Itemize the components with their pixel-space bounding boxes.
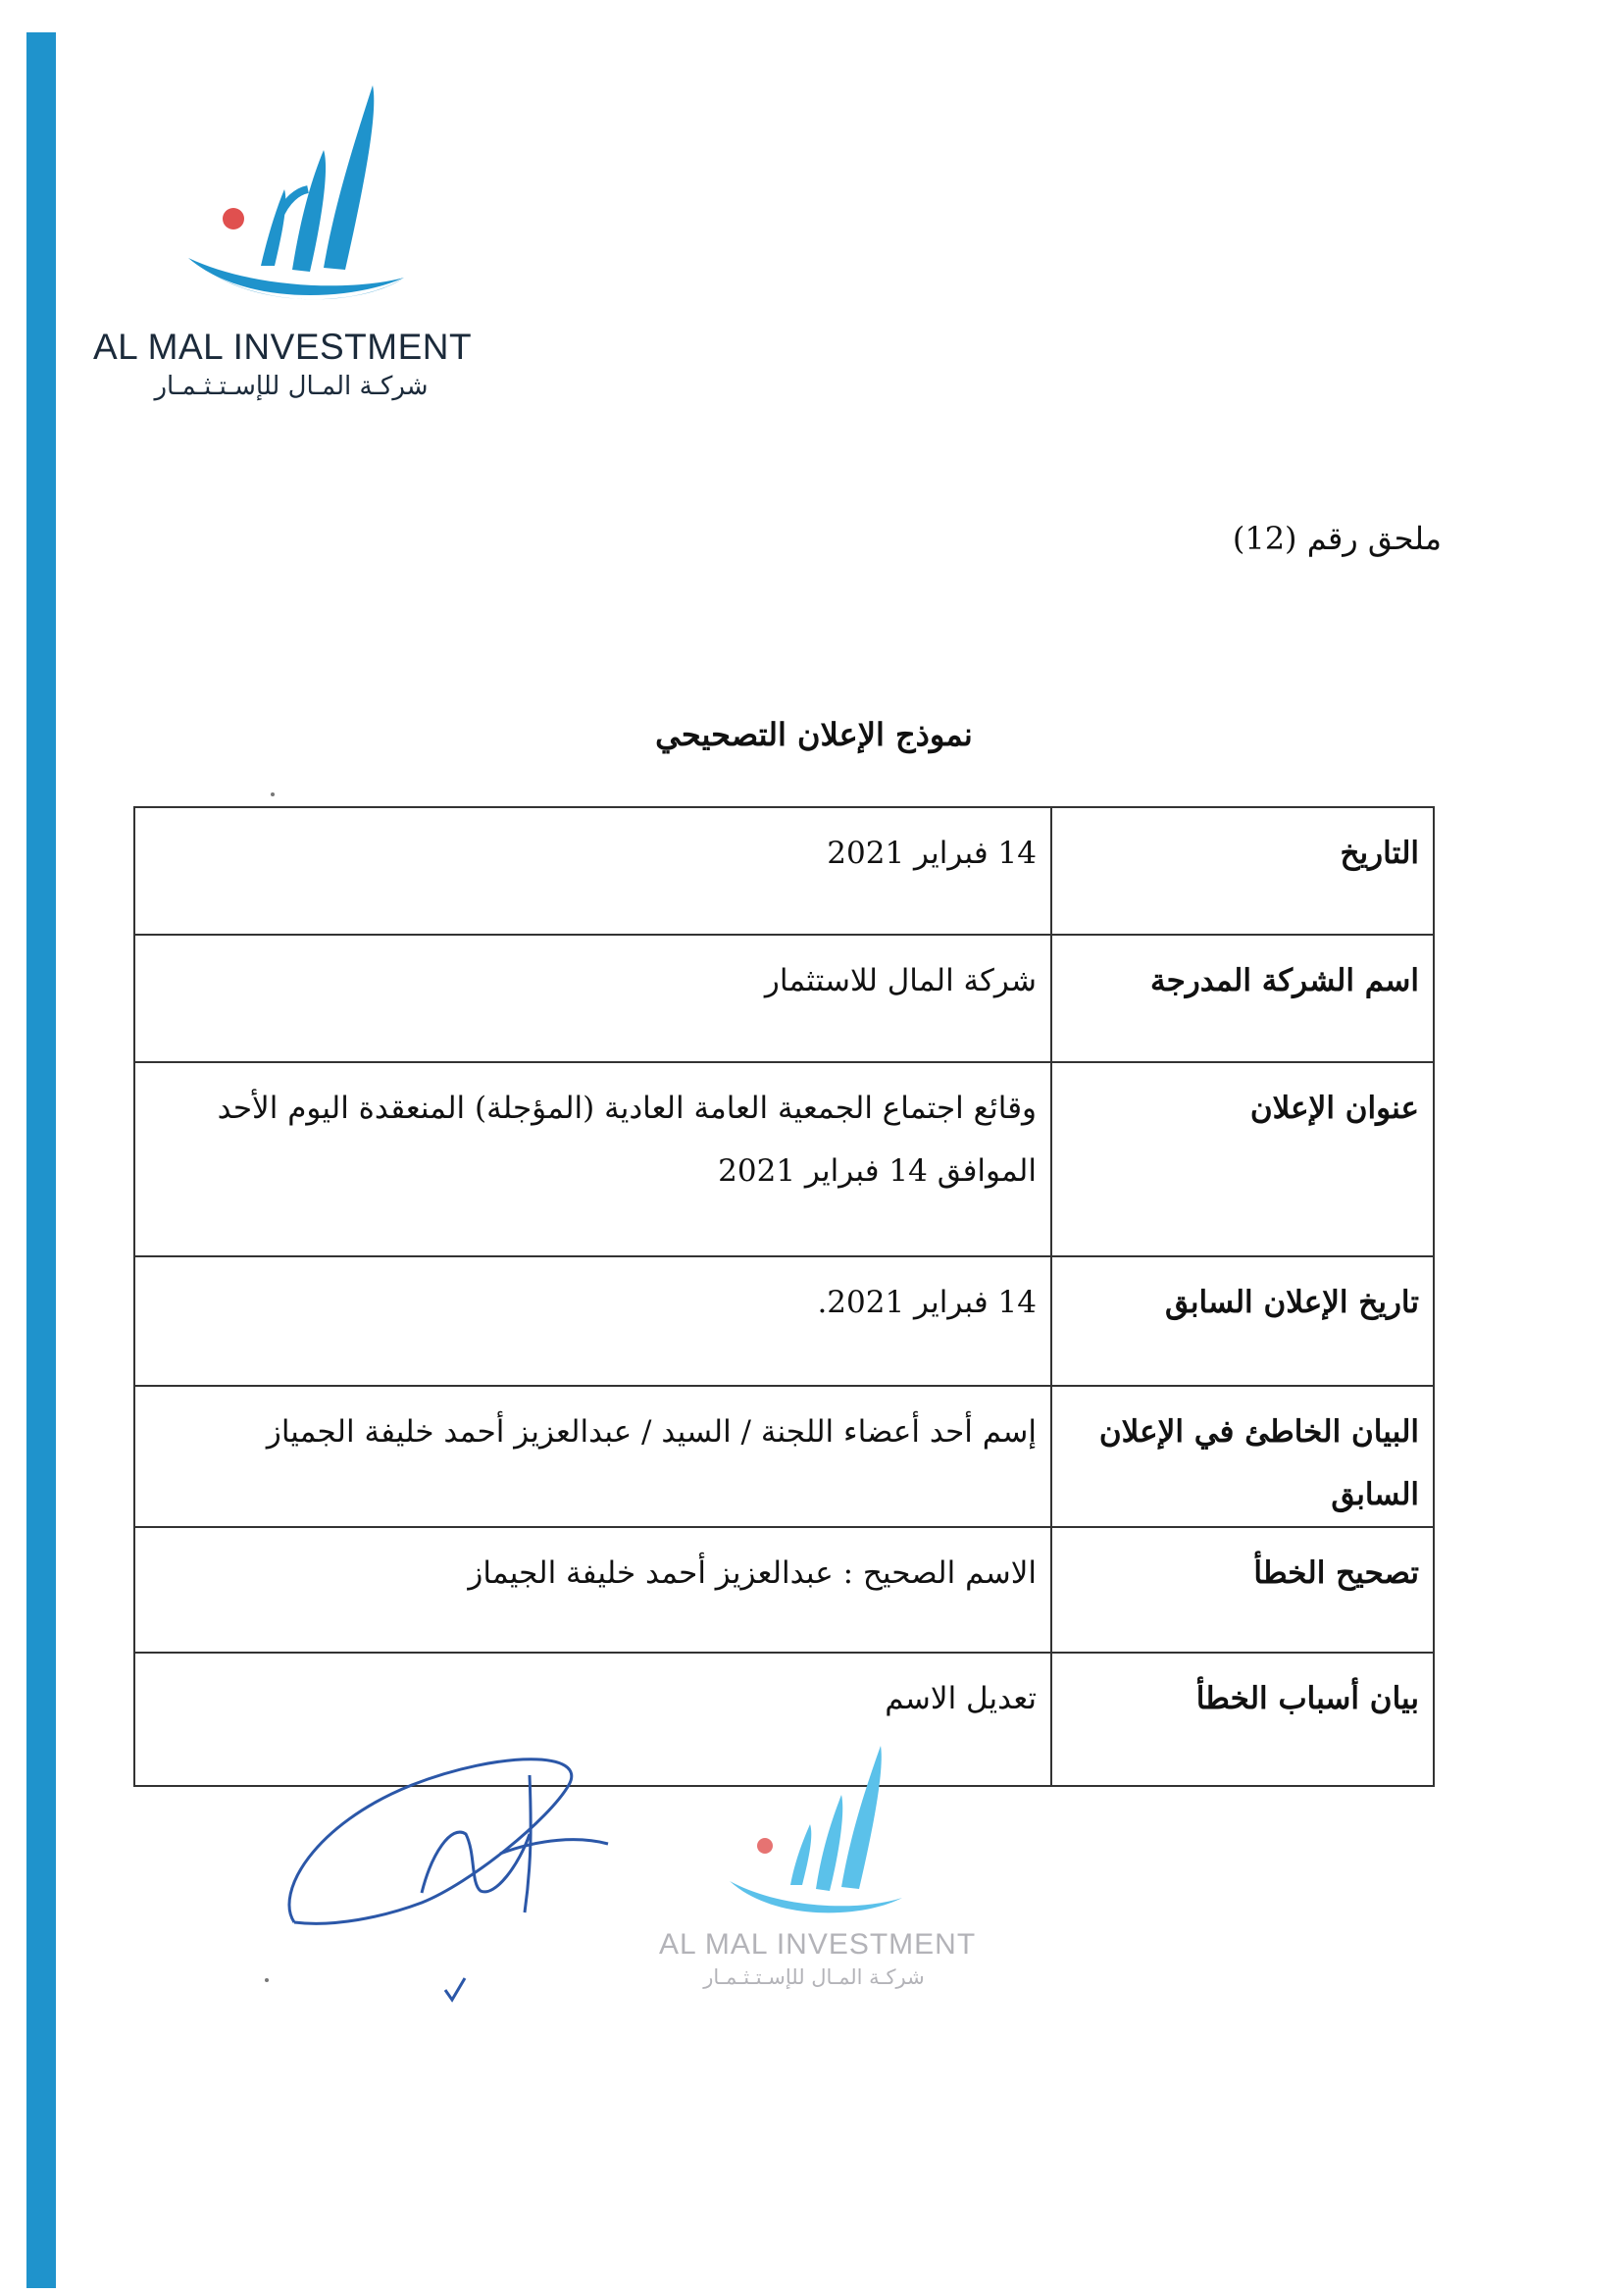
row-label-title: عنوان الإعلان [1051, 1062, 1434, 1256]
table-row [134, 1062, 1434, 1256]
form-title: نموذج الإعلان التصحيحي [655, 716, 973, 753]
scan-speck [265, 1978, 269, 1982]
annex-number: ملحق رقم (12) [1232, 520, 1442, 557]
checkmark-icon [443, 1976, 467, 2004]
table-row [134, 935, 1434, 1062]
company-name-ar: شركـة المـال للإسـتـثـمـار [154, 372, 429, 401]
company-name-en: AL MAL INVESTMENT [93, 327, 473, 367]
row-label-correction: تصحيح الخطأ [1051, 1527, 1434, 1653]
row-label-company: اسم الشركة المدرجة [1051, 935, 1434, 1062]
row-label-reasons: بيان أسباب الخطأ [1051, 1653, 1434, 1786]
row-value-company: شركة المال للاستثمار [134, 935, 1051, 1062]
table-row [134, 1256, 1434, 1386]
scan-speck [271, 792, 275, 796]
row-label-wrong-statement: البيان الخاطئ في الإعلان السابق [1051, 1386, 1434, 1527]
row-label-date: التاريخ [1051, 807, 1434, 935]
table-row [134, 1527, 1434, 1653]
company-logo-icon [177, 74, 412, 309]
left-accent-bar [26, 32, 56, 2288]
stamp-name-en: AL MAL INVESTMENT [659, 1928, 977, 1961]
row-value-wrong-statement: إسم أحد أعضاء اللجنة / السيد / عبدالعزيز أحمد خليفة الجمياز [134, 1386, 1051, 1527]
table-row [134, 807, 1434, 935]
row-value-date: 14 فبراير 2021 [134, 807, 1051, 935]
row-label-previous-date: تاريخ الإعلان السابق [1051, 1256, 1434, 1386]
correction-announcement-table [133, 806, 1435, 1787]
company-stamp [647, 1736, 981, 2011]
row-value-previous-date: 14 فبراير 2021. [134, 1256, 1051, 1386]
table-row [134, 1386, 1434, 1527]
stamp-name-ar: شركـة المـال للإسـتـثـمـار [703, 1965, 925, 1989]
row-value-title: وقائع اجتماع الجمعية العامة العادية (المؤجلة) المنعقدة اليوم الأحد الموافق 14 فبراير 2021 [134, 1062, 1051, 1256]
row-value-correction: الاسم الصحيح : عبدالعزيز أحمد خليفة الجيماز [134, 1527, 1051, 1653]
company-stamp-icon [716, 1736, 912, 1922]
signature-icon [275, 1746, 628, 1942]
checkmark [443, 1976, 467, 2008]
row-value-reasons: تعديل الاسم [134, 1653, 1051, 1786]
company-logo [93, 74, 505, 407]
